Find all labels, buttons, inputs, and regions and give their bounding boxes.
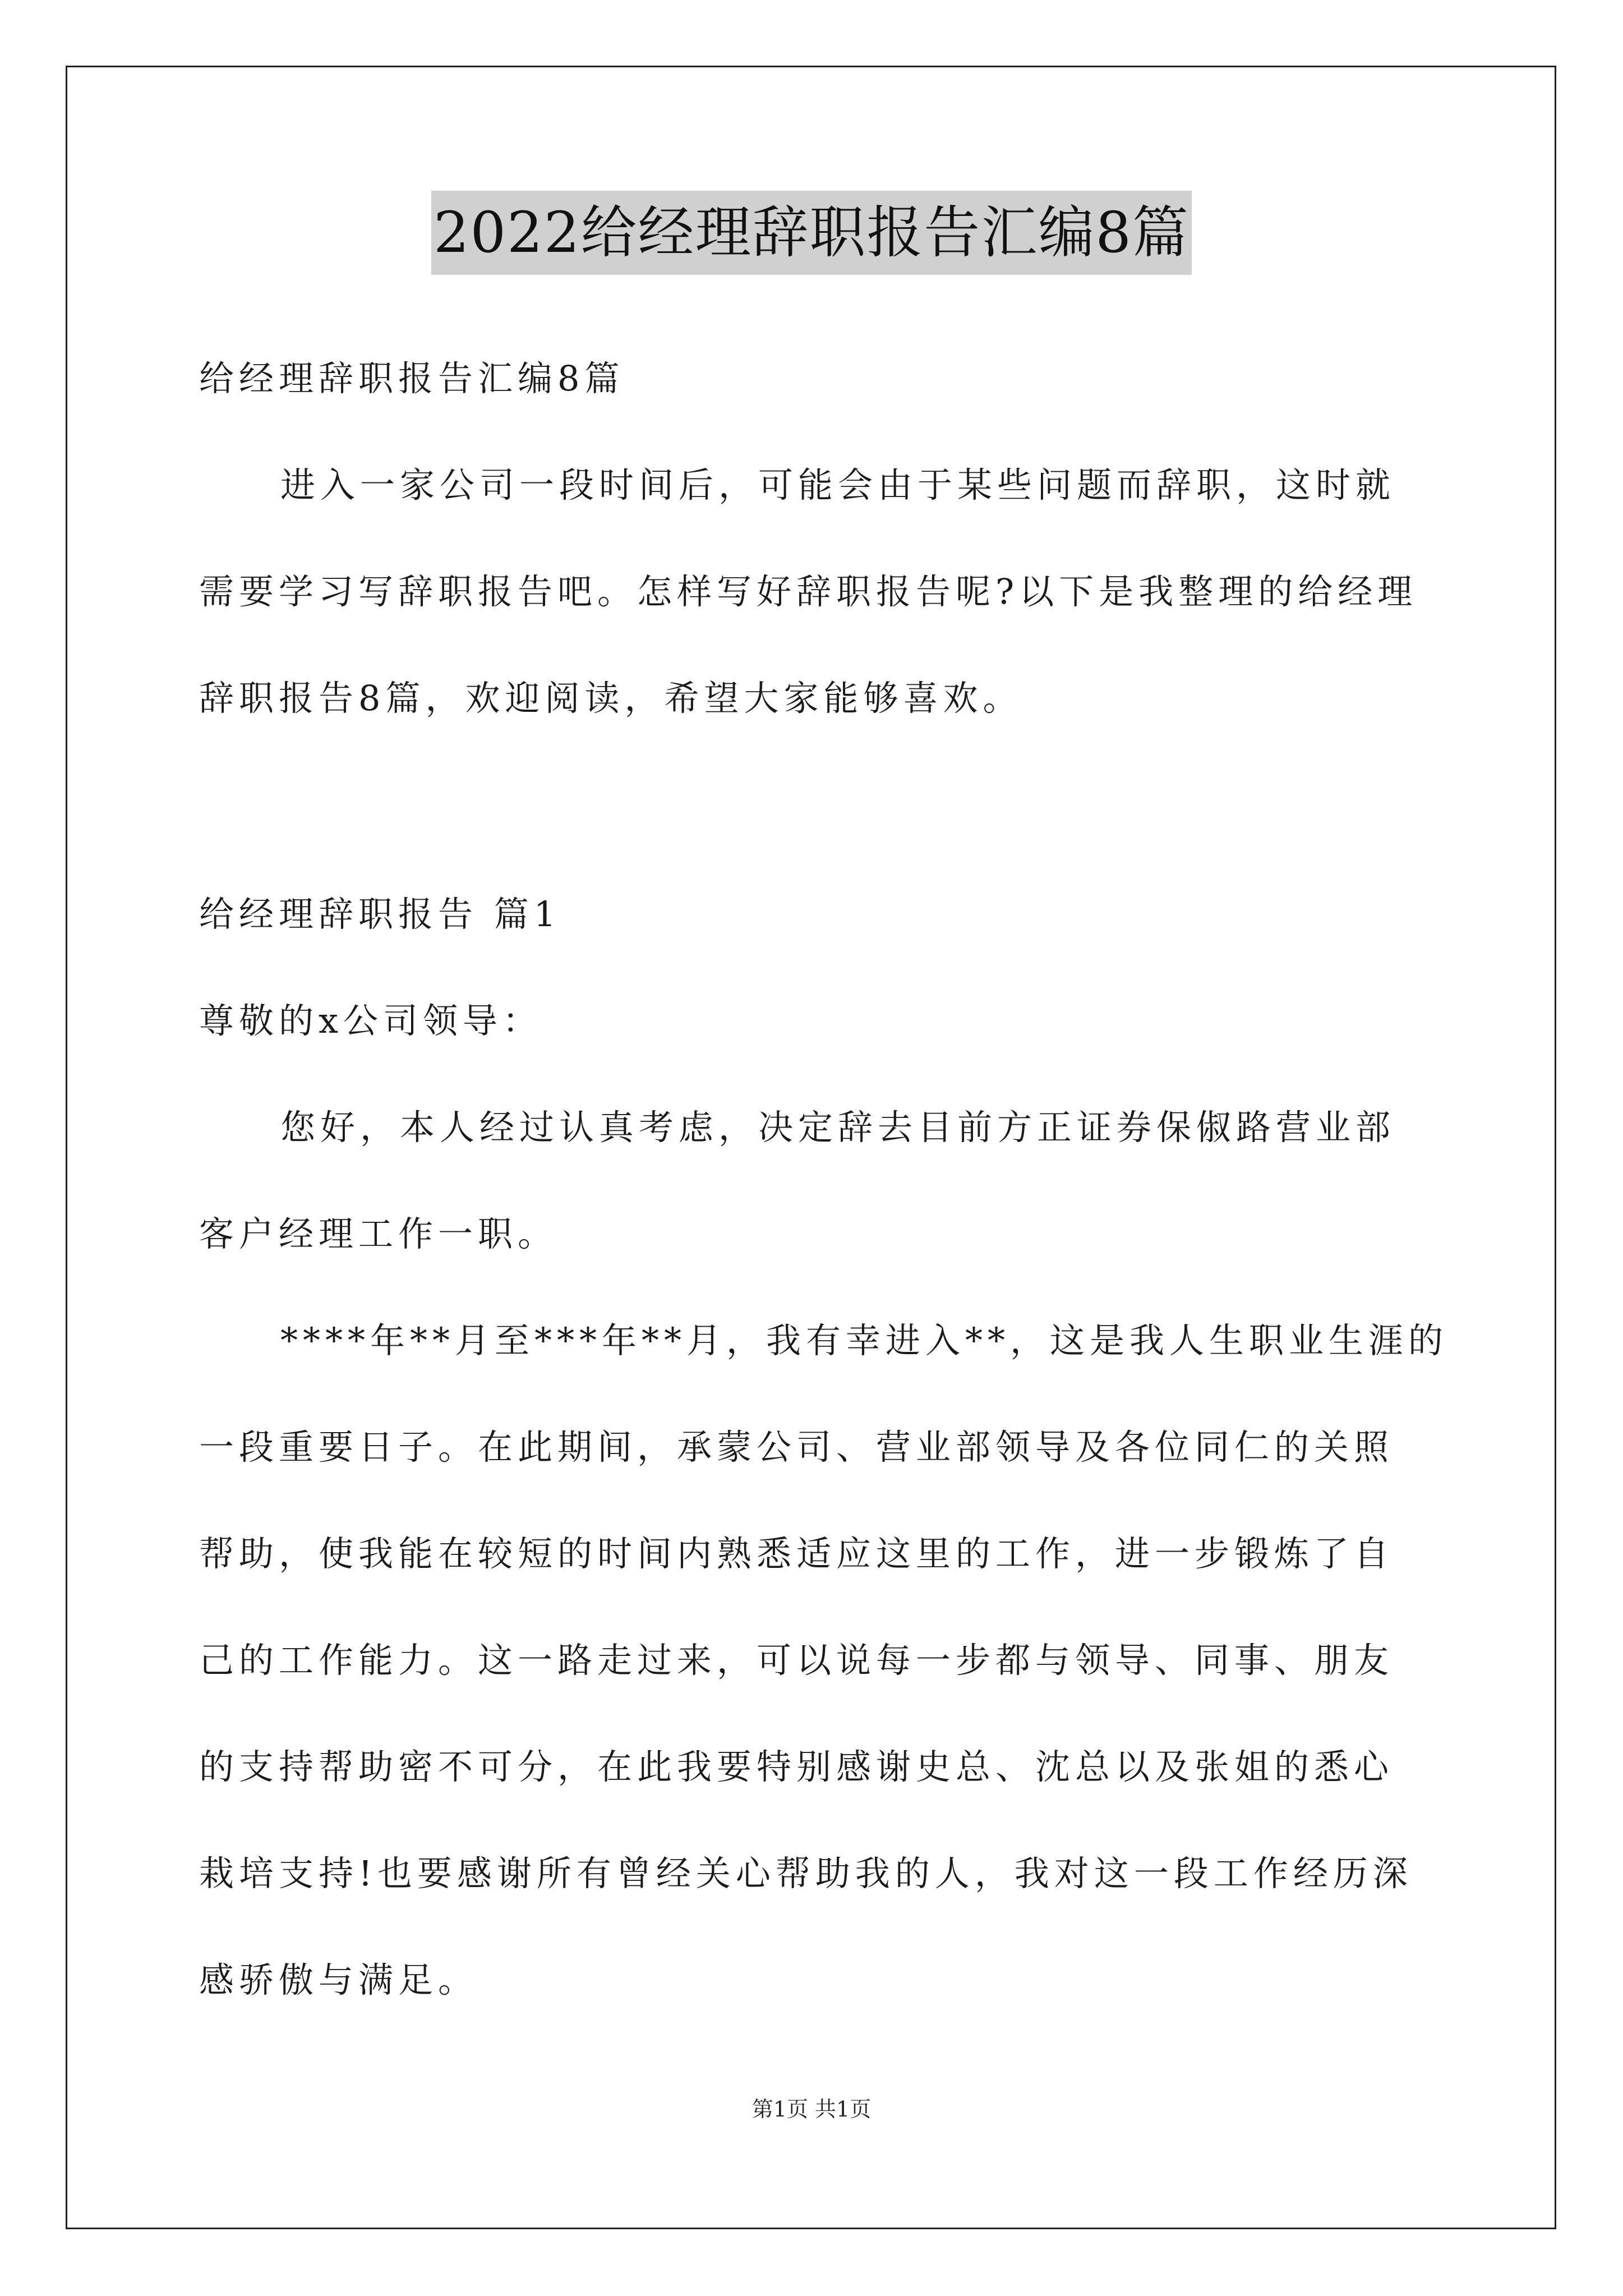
paragraph-line: ****年**月至***年**月，我有幸进入**，这是我人生职业生涯的 <box>280 1320 1449 1361</box>
salutation: 尊敬的x公司领导： <box>199 1000 542 1041</box>
page-footer: 第1页 共1页 <box>751 2097 872 2122</box>
paragraph-line: 帮助，使我能在较短的时间内熟悉适应这里的工作，进一步锻炼了自 <box>199 1533 1394 1574</box>
intro-line: 进入一家公司一段时间后，可能会由于某些问题而辞职，这时就 <box>280 464 1396 505</box>
document-title: 2022给经理辞职报告汇编8篇 <box>431 191 1192 275</box>
section-heading: 给经理辞职报告 篇1 <box>199 894 561 935</box>
paragraph-line: 您好，本人经过认真考虑，决定辞去目前方正证券保俶路营业部 <box>280 1107 1396 1148</box>
intro-line: 需要学习写辞职报告吧。怎样写好辞职报告呢?以下是我整理的给经理 <box>199 571 1418 612</box>
paragraph-line: 己的工作能力。这一路走过来，可以说每一步都与领导、同事、朋友 <box>199 1640 1394 1681</box>
paragraph-line: 的支持帮助密不可分，在此我要特别感谢史总、沈总以及张姐的悉心 <box>199 1746 1394 1787</box>
title-container <box>0 191 1623 275</box>
intro-line: 辞职报告8篇，欢迎阅读，希望大家能够喜欢。 <box>199 678 1023 719</box>
paragraph-line: 感骄傲与满足。 <box>199 1959 478 2000</box>
paragraph-line: 客户经理工作一职。 <box>199 1213 558 1254</box>
paragraph-line: 一段重要日子。在此期间，承蒙公司、营业部领导及各位同仁的关照 <box>199 1427 1394 1467</box>
paragraph-line: 栽培支持!也要感谢所有曾经关心帮助我的人，我对这一段工作经历深 <box>199 1853 1413 1894</box>
document-subtitle: 给经理辞职报告汇编8篇 <box>199 358 625 399</box>
